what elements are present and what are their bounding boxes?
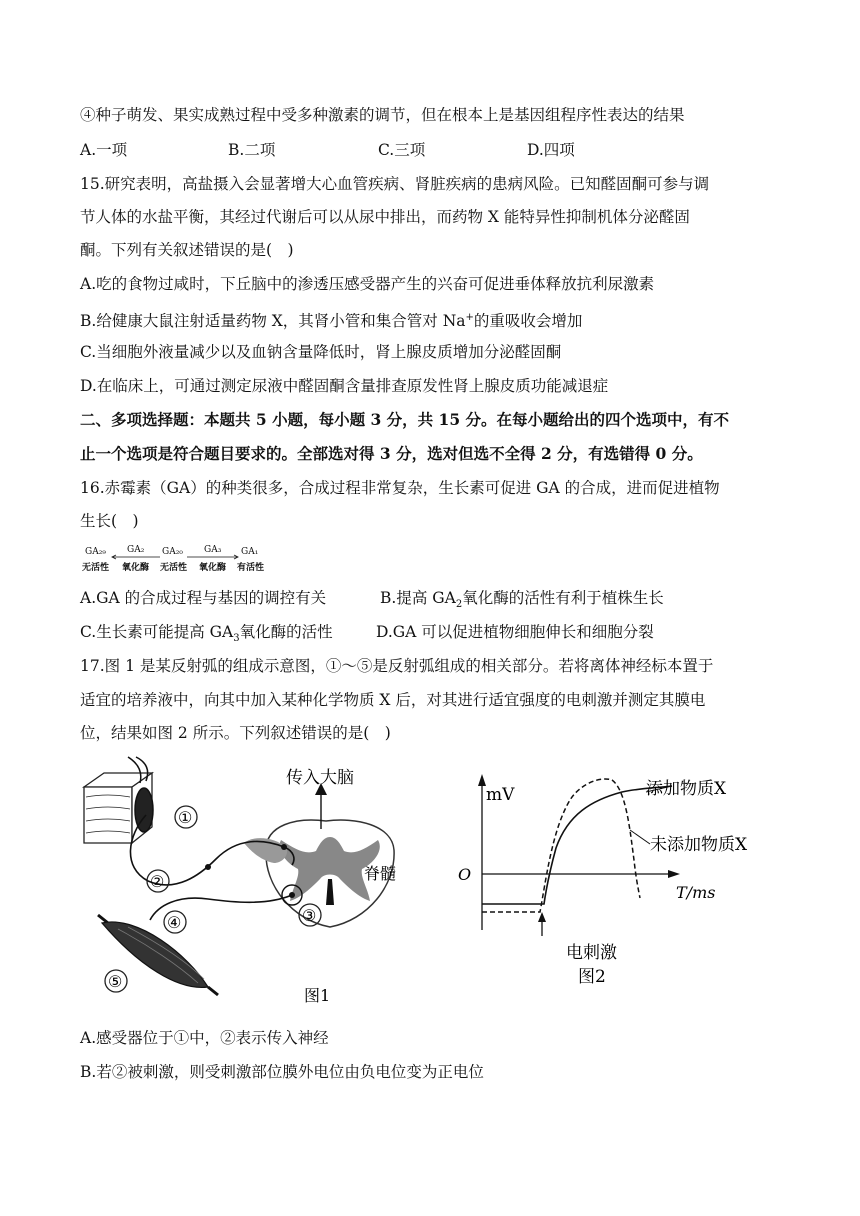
stimulus-label: 电刺激 [566, 943, 617, 963]
ga1-label: GA₁ [241, 547, 259, 557]
x-axis-label: T/ms [676, 883, 716, 902]
figure1-caption: 图1 [304, 986, 331, 1005]
q15-option-d: D.在临床上，可通过测定尿液中醛固酮含量排查原发性肾上腺皮质功能减退症 [80, 377, 609, 395]
ga20-label: GA₂₀ [162, 547, 183, 557]
figure2-caption: 图2 [578, 967, 606, 987]
enzyme-label-1: 氧化酶 [122, 563, 150, 573]
section2-heading-line2: 止一个选项是符合题目要求的。全部选对得 3 分，选对但选不全得 2 分，有选错得 0 分。 [80, 444, 703, 463]
legend-leader-not-added [630, 830, 650, 844]
q16-stem-line2: 生长( ) [80, 512, 139, 530]
q15-stem-line1: 15.研究表明，高盐摄入会显著增大心血管疾病、肾脏疾病的患病风险。已知醛固酮可参与调 [80, 175, 710, 193]
marker-5-label: ⑤ [108, 972, 123, 991]
ga3-label: GA₃ [204, 545, 222, 555]
ga-pathway-diagram [82, 543, 272, 577]
q17-option-b: B.若②被刺激，则受刺激部位膜外电位由负电位变为正电位 [80, 1063, 484, 1081]
q17-stem-line3: 位，结果如图 2 所示。下列叙述错误的是( ) [80, 724, 391, 742]
q15-option-c: C.当细胞外液量减少以及血钠含量降低时，肾上腺皮质增加分泌醛固酮 [80, 343, 562, 361]
ga29-label: GA₂₉ [85, 547, 106, 557]
q16-option-b: B.提高 $GA_2$氧化酶的活性有利于植株生长 [380, 589, 664, 611]
origin-label: O [458, 865, 472, 884]
q17-stem-line2: 适宜的培养液中，向其中加入某种化学物质 X 后，对其进行适宜强度的电刺激并测定其膜电 [80, 691, 706, 709]
inactive-label-2: 无活性 [160, 563, 188, 573]
q14-option-c: C.三项 [378, 141, 426, 159]
marker-3-label: ③ [302, 906, 317, 925]
q16-option-c: C.生长素可能提高 $GA_3$氧化酶的活性 [80, 623, 333, 645]
q16-option-d: D.GA 可以促进植物细胞伸长和细胞分裂 [376, 623, 654, 641]
marker-4-label: ④ [167, 913, 182, 932]
inactive-label-1: 无活性 [82, 563, 110, 573]
marker-2-label: ② [150, 872, 165, 891]
q14-option-b: B.二项 [228, 141, 276, 159]
ga2-label: GA₂ [127, 545, 145, 555]
q17-option-a: A.感受器位于①中，②表示传入神经 [80, 1029, 329, 1047]
to-brain-label: 传入大脑 [286, 768, 354, 788]
q14-option-a: A.一项 [80, 141, 128, 159]
q15-stem-line3: 酮。下列有关叙述错误的是( ) [80, 241, 294, 259]
marker-1-label: ① [178, 808, 193, 827]
legend-added-x: 添加物质X [646, 779, 727, 799]
enzyme-label-2: 氧化酶 [199, 563, 227, 573]
q17-stem-line1: 17.图 1 是某反射弧的组成示意图，①～⑤是反射弧组成的相关部分。若将离体神经标本置于 [80, 657, 714, 675]
q15-stem-line2: 节人体的水盐平衡，其经过代谢后可以从尿中排出，而药物 X 能特异性抑制机体分泌醛固 [80, 208, 690, 226]
section2-heading-line1: 二、多项选择题：本题共 5 小题，每小题 3 分，共 15 分。在每小题给出的四个选项中，有不 [80, 410, 730, 429]
q16-stem-line1: 16.赤霉素（GA）的种类很多，合成过程非常复杂，生长素可促进 GA 的合成，进而促进植物 [80, 479, 720, 497]
figure1-reflex-arc [78, 755, 448, 1015]
q14-option-d: D.四项 [527, 141, 575, 159]
q14-item4: ④种子萌发、果实成熟过程中受多种激素的调节，但在根本上是基因组程序性表达的结果 [80, 106, 685, 124]
active-label: 有活性 [237, 563, 265, 573]
q16-option-a: A.GA 的合成过程与基因的调控有关 [80, 589, 327, 607]
y-axis-label: mV [486, 785, 515, 805]
q15-option-b: B.给健康大鼠注射适量药物 X，其肾小管和集合管对 Na+的重吸收会增加 [80, 312, 583, 331]
q15-option-a: A.吃的食物过咸时，下丘脑中的渗透压感受器产生的兴奋可促进垂体释放抗利尿激素 [80, 275, 655, 293]
legend-not-added-x: 未添加物质X [650, 835, 748, 855]
figure2-membrane-potential [450, 760, 790, 995]
spinal-cord-label: 脊髓 [364, 864, 397, 883]
ganglion-dot [205, 864, 211, 870]
